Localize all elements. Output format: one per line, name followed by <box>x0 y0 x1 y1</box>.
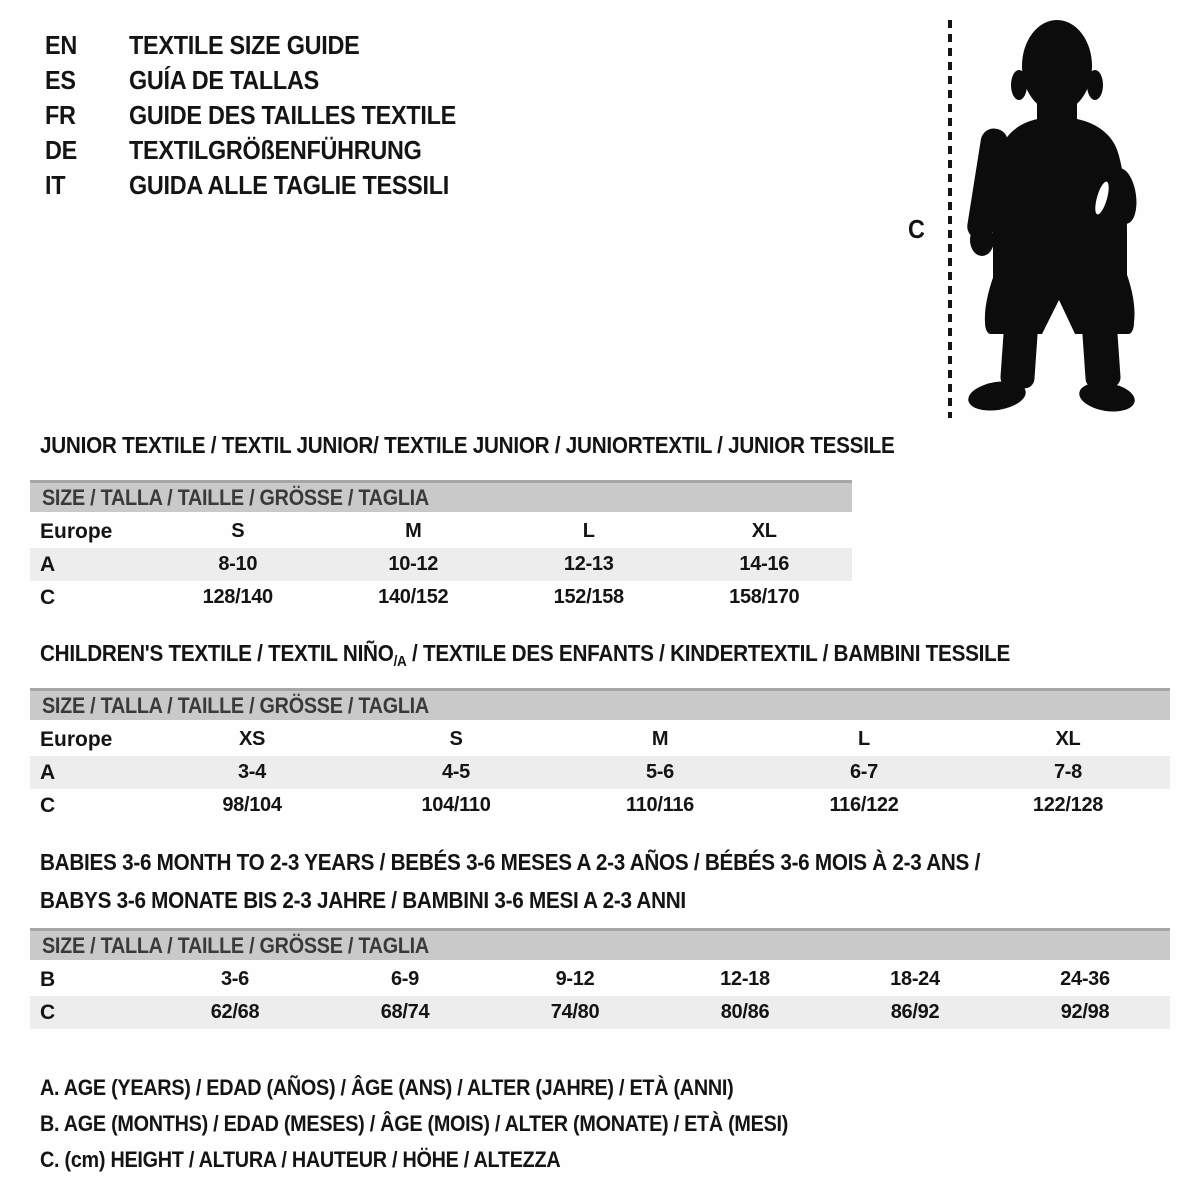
table-row <box>30 996 1170 1029</box>
table-cell: 104/110 <box>421 794 491 816</box>
language-code: DE <box>45 135 77 165</box>
table-cell: 98/104 <box>222 794 282 816</box>
table-cell: 7-8 <box>1053 761 1082 783</box>
row-label: A <box>40 552 56 576</box>
table-row <box>30 789 1170 822</box>
table-header: SIZE / TALLA / TAILLE / GRÖSSE / TAGLIA <box>30 928 1170 960</box>
table-cell: 86/92 <box>890 1001 940 1023</box>
table-cell: 62/68 <box>210 1001 260 1023</box>
table-cell: 140/152 <box>378 586 449 608</box>
height-measure-line <box>948 20 952 418</box>
table-cell: 3-4 <box>237 761 266 783</box>
guide-title: GUIDA ALLE TAGLIE TESSILI <box>129 170 449 200</box>
table-cell: 3-6 <box>220 968 249 990</box>
table-cell: 152/158 <box>553 586 624 608</box>
table-cell: M <box>651 728 669 750</box>
legend <box>40 1070 871 1178</box>
table-cell: 18-24 <box>890 968 940 990</box>
table-cell: L <box>582 520 595 542</box>
guide-title: TEXTILGRÖßENFÜHRUNG <box>129 135 422 165</box>
table-cell: 12-13 <box>563 553 614 575</box>
babies-title-line-1: BABIES 3-6 MONTH TO 2-3 YEARS / BEBÉS 3-6 MESES A 2-3 AÑOS / BÉBÉS 3-6 MOIS À 2-3 ANS / <box>40 849 981 875</box>
baby-silhouette-icon <box>966 16 1138 420</box>
language-code: IT <box>45 170 66 200</box>
language-row <box>45 63 492 98</box>
table-cell: 4-5 <box>441 761 470 783</box>
language-row <box>45 168 492 203</box>
table-cell: XS <box>238 728 266 750</box>
nino-a-subscript: /A <box>393 653 407 670</box>
junior-size-table <box>30 480 852 614</box>
table-cell: 10-12 <box>388 553 439 575</box>
table-cell: 6-7 <box>849 761 878 783</box>
row-label: B <box>40 967 56 991</box>
table-cell: 92/98 <box>1060 1001 1110 1023</box>
table-row <box>30 515 852 548</box>
row-label: Europe <box>40 519 113 543</box>
table-cell: 6-9 <box>390 968 419 990</box>
table-cell: M <box>405 520 422 542</box>
row-label: Europe <box>40 727 113 751</box>
guide-title: TEXTILE SIZE GUIDE <box>129 30 360 60</box>
table-cell: 5-6 <box>645 761 674 783</box>
row-label: C <box>40 585 56 609</box>
table-cell: 12-18 <box>720 968 770 990</box>
table-cell: 128/140 <box>202 586 273 608</box>
table-cell: 8-10 <box>218 553 258 575</box>
table-cell: 110/116 <box>626 794 694 816</box>
table-row <box>30 581 852 614</box>
language-row <box>45 98 492 133</box>
legend-line: B. AGE (MONTHS) / EDAD (MESES) / ÂGE (MOIS) / ALTER (MONATE) / ETÀ (MESI) <box>40 1111 789 1136</box>
table-cell: 158/170 <box>729 586 800 608</box>
row-label: A <box>40 760 56 784</box>
babies-section-title <box>40 843 1085 919</box>
table-header: SIZE / TALLA / TAILLE / GRÖSSE / TAGLIA <box>30 480 852 512</box>
table-cell: 14-16 <box>739 553 790 575</box>
table-cell: 116/122 <box>829 794 899 816</box>
babies-size-table <box>30 928 1170 1029</box>
language-code: EN <box>45 30 77 60</box>
language-list <box>45 28 492 203</box>
language-row <box>45 133 492 168</box>
table-cell: S <box>231 520 245 542</box>
table-cell: 24-36 <box>1060 968 1110 990</box>
children-size-table <box>30 688 1170 822</box>
children-section-title: CHILDREN'S TEXTILE / TEXTIL $NIÑO_{/A}$ / TEXTILE DES ENFANTS / KINDERTEXTIL / BAMBINI TESSILE <box>40 640 1011 670</box>
row-label: C <box>40 793 56 817</box>
table-cell: 80/86 <box>720 1001 770 1023</box>
table-cell: 74/80 <box>550 1001 600 1023</box>
height-label-c: C <box>908 214 925 244</box>
table-cell: 9-12 <box>555 968 595 990</box>
table-row <box>30 548 852 581</box>
table-cell: S <box>449 728 463 750</box>
language-code: FR <box>45 100 76 130</box>
legend-line: A. AGE (YEARS) / EDAD (AÑOS) / ÂGE (ANS) / ALTER (JAHRE) / ETÀ (ANNI) <box>40 1075 734 1100</box>
babies-title-line-2: BABYS 3-6 MONATE BIS 2-3 JAHRE / BAMBINI 3-6 MESI A 2-3 ANNI <box>40 887 686 913</box>
row-label: C <box>40 1000 56 1024</box>
table-header: SIZE / TALLA / TAILLE / GRÖSSE / TAGLIA <box>30 688 1170 720</box>
junior-section-title: JUNIOR TEXTILE / TEXTIL JUNIOR/ TEXTILE JUNIOR / JUNIORTEXTIL / JUNIOR TESSILE <box>40 432 895 458</box>
table-cell: L <box>858 728 870 750</box>
table-cell: XL <box>1055 728 1081 750</box>
table-cell: 122/128 <box>1032 794 1104 816</box>
table-row <box>30 723 1170 756</box>
guide-title: GUIDE DES TAILLES TEXTILE <box>129 100 456 130</box>
table-row <box>30 963 1170 996</box>
language-row <box>45 28 492 63</box>
legend-line: C. (cm) HEIGHT / ALTURA / HAUTEUR / HÖHE / ALTEZZA <box>40 1147 561 1172</box>
table-row <box>30 756 1170 789</box>
table-cell: XL <box>751 520 777 542</box>
guide-title: GUÍA DE TALLAS <box>129 65 319 95</box>
table-cell: 68/74 <box>380 1001 430 1023</box>
language-code: ES <box>45 65 76 95</box>
